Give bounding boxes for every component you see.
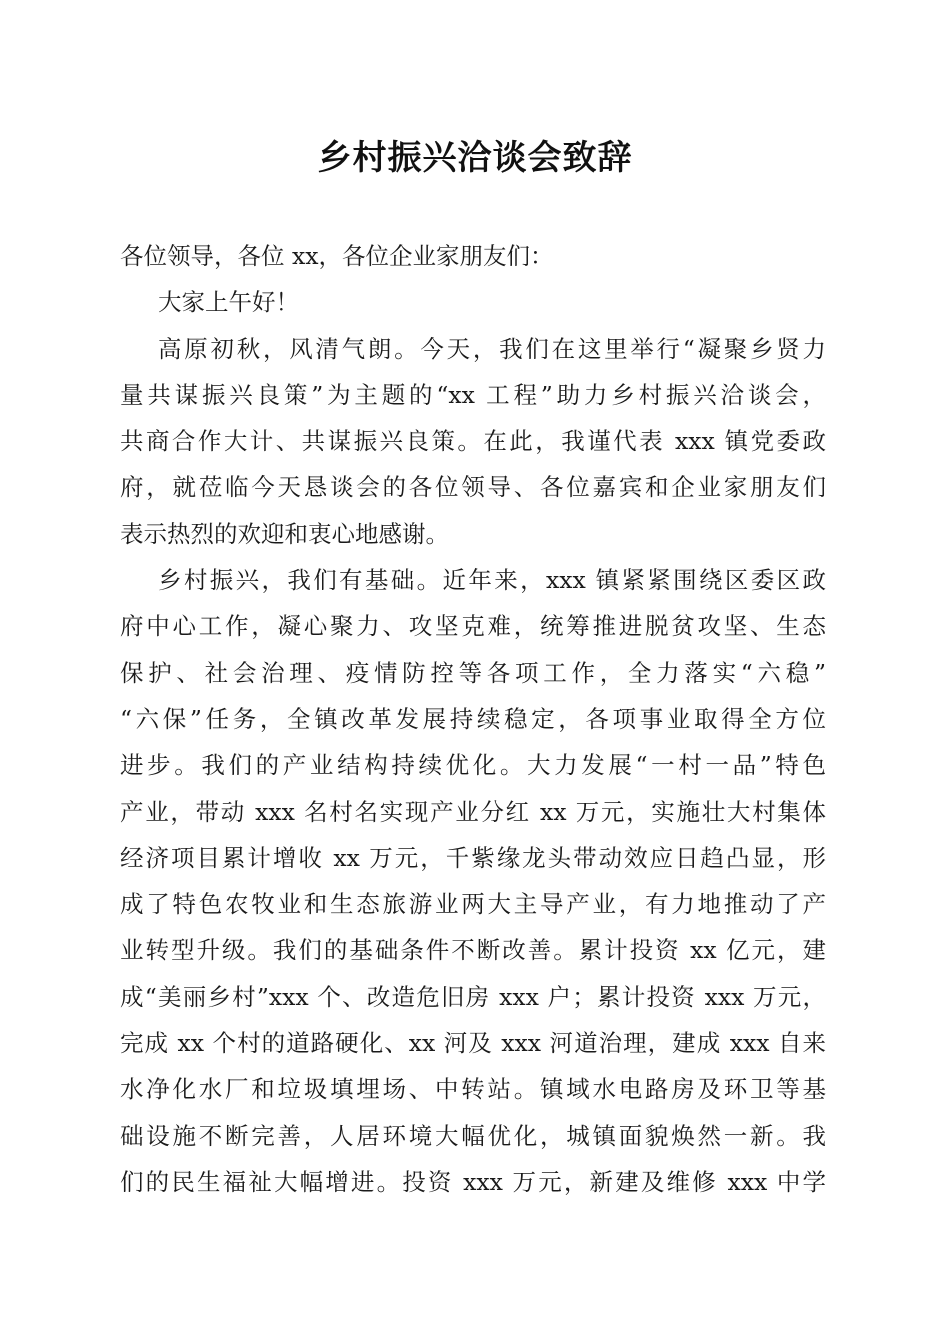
- text-line: “六保”任务，全镇改革发展持续稳定，各项事业取得全方位: [120, 704, 826, 733]
- text-line: 产业，带动 xxx 名村名实现产业分红 xx 万元，实施壮大村集体: [120, 797, 826, 826]
- text-line: 成了特色农牧业和生态旅游业两大主导产业，有力地推动了产: [120, 890, 826, 919]
- text-line: 府，就莅临今天恳谈会的各位领导、各位嘉宾和企业家朋友们: [120, 473, 826, 502]
- text-line: 进步。我们的产业结构持续优化。大力发展“一村一品”特色: [120, 751, 826, 780]
- text-line: 各位领导，各位 xx，各位企业家朋友们：: [120, 242, 554, 270]
- text-line: 们的民生福祉大幅增进。投资 xxx 万元，新建及维修 xxx 中学: [120, 1167, 826, 1196]
- text-line: 乡村振兴，我们有基础。近年来，xxx 镇紧紧围绕区委区政: [158, 566, 826, 595]
- text-line: 表示热烈的欢迎和衷心地感谢。: [120, 519, 449, 548]
- text-line: 成“美丽乡村”xxx 个、改造危旧房 xxx 户；累计投资 xxx 万元，: [120, 982, 826, 1011]
- text-line: 共商合作大计、共谋振兴良策。在此，我谨代表 xxx 镇党委政: [120, 427, 826, 456]
- text-line: 经济项目累计增收 xx 万元，千紫缘龙头带动效应日趋凸显，形: [120, 843, 826, 872]
- text-line: 础设施不断完善，人居环境大幅优化，城镇面貌焕然一新。我: [120, 1121, 826, 1150]
- document-title: 乡村振兴洽谈会致辞: [317, 138, 633, 178]
- text-line: 保护、社会治理、疫情防控等各项工作，全力落实“六稳”: [120, 658, 826, 687]
- text-line: 大家上午好！: [158, 288, 299, 317]
- document-body: [120, 233, 826, 1205]
- text-line: 完成 xx 个村的道路硬化、xx 河及 xxx 河道治理，建成 xxx 自来: [120, 1029, 826, 1058]
- text-line: 业转型升级。我们的基础条件不断改善。累计投资 xx 亿元，建: [120, 936, 826, 965]
- text-line: 府中心工作，凝心聚力、攻坚克难，统筹推进脱贫攻坚、生态: [120, 612, 826, 641]
- text-line: 量共谋振兴良策”为主题的“xx 工程”助力乡村振兴洽谈会，: [120, 380, 826, 409]
- text-line: 高原初秋，风清气朗。今天，我们在这里举行“凝聚乡贤力: [158, 334, 826, 363]
- text-line: 水净化水厂和垃圾填埋场、中转站。镇域水电路房及环卫等基: [120, 1075, 826, 1104]
